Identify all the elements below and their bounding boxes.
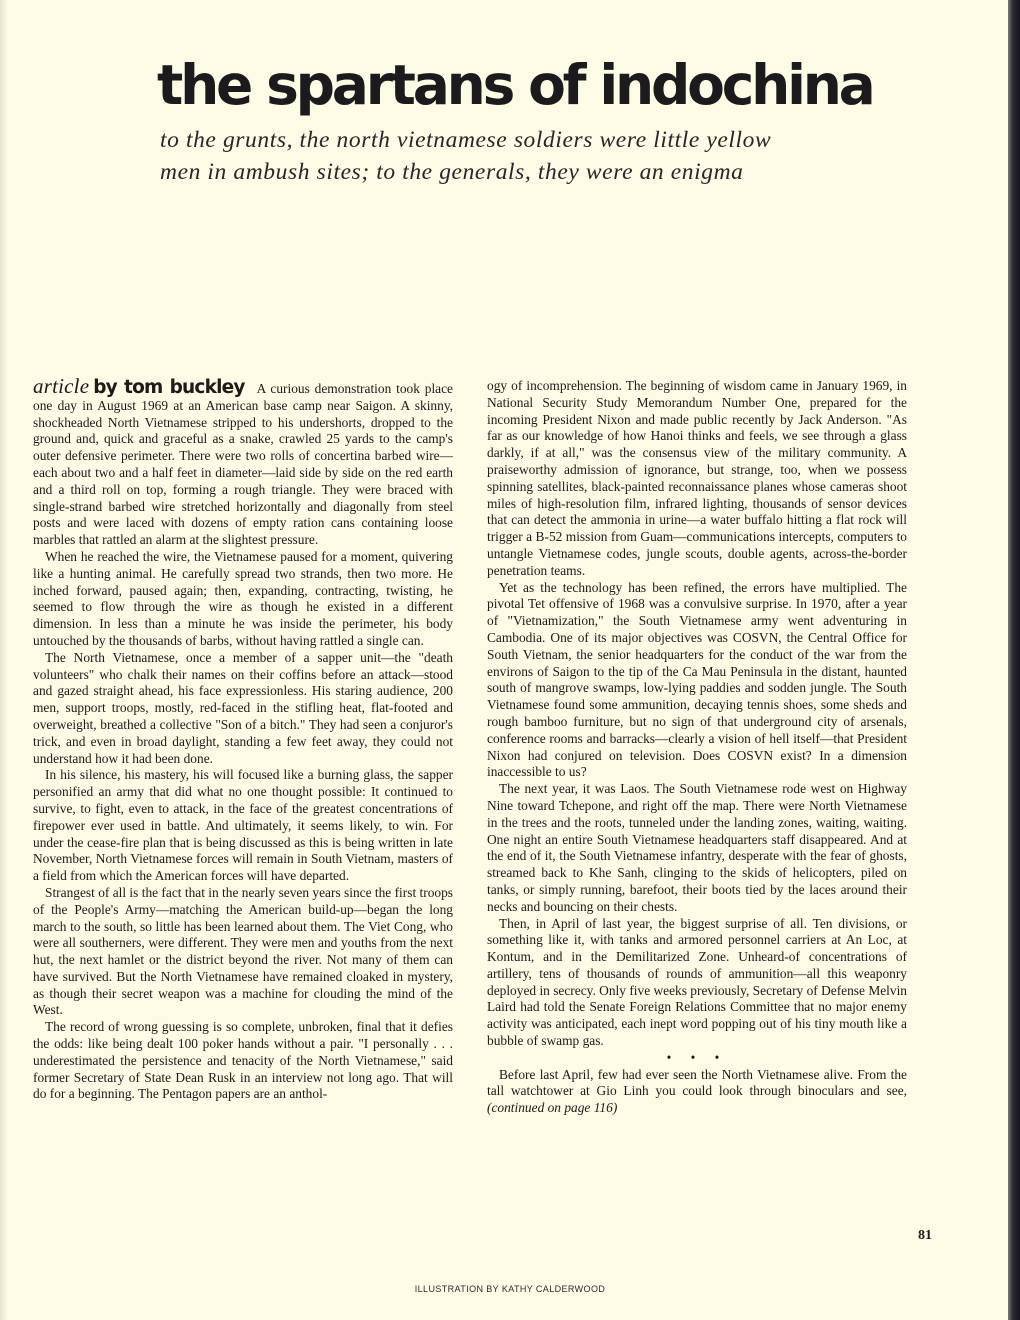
subtitle-line-1: to the grunts, the north vietnamese soldiers were little yellow bbox=[160, 127, 772, 153]
body-paragraph: When he reached the wire, the Vietnamese paused for a moment, quivering like a hunting animal. He carefully spread two strands, then two more. He inched forward, paused again; then, expanding, contracting, twisting, he seemed to flow through the wire as though he existed in a different dimension. In less than a minute he was inside the perimeter, his body untouched by the thousands of barbs, without having rattled a single can. bbox=[33, 548, 453, 648]
body-paragraph: The record of wrong guessing is so complete, unbroken, final that it defies the odds: like being dealt 100 poker hands without a pair. "I personally . . . underestimated the persistence and tenacity of the North Vietnamese," said former Secretary of State Dean Rusk in an interview not long ago. That will do for a beginning. The Pentagon papers are an anthol- bbox=[33, 1019, 453, 1102]
section-break: • • • bbox=[666, 1049, 728, 1065]
subtitle-line-2: men in ambush sites; to the generals, they were an enigma bbox=[160, 159, 744, 185]
page-number: 81 bbox=[918, 1228, 932, 1243]
continued-note: (continued on page 116) bbox=[487, 1100, 618, 1116]
illustration-credit: ILLUSTRATION BY KATHY CALDERWOOD bbox=[414, 1284, 606, 1294]
paragraph-text: A curious demonstration took place one day in August 1969 at an American base camp near Saigon. A skinny, shockheaded North Vietnamese stripped to his undershorts, dropped to the ground and, quick and graceful as a snake, crawled 25 yards to the camp's outer defensive perimeter. There were two rolls of concertina barbed wire—each about two and a half feet in diameter—laid side by side on the red earth and a third roll on top, forming a rough triangle. They were braced with single-strand barbed wire stretched horizontally and diagonally from steel posts and were laced with dozens of empty ration cans containing loose marbles that rattled an alarm at the slightest pressure. bbox=[33, 381, 453, 548]
body-paragraph: Strangest of all is the fact that in the nearly seven years since the first troops of the People's Army—matching the American build-up—began the long march to the south, so little has been learned about them. The Viet Cong, who were all southerners, were different. They were men and youths from the next hut, the next hamlet or the district beyond the river. Not many of them can have survived. But the North Vietnamese have remained cloaked in mystery, as though their secret weapon was a machine for clouding the mind of the West. bbox=[33, 884, 453, 1018]
page-edge bbox=[1008, 0, 1020, 1320]
body-paragraph: Yet as the technology has been refined, the errors have multiplied. The pivotal Tet offensive of 1968 was a convulsive surprise. In 1970, after a year of "Vietnamization," the South Vietnamese army went adventuring in Cambodia. One of its major objectives was COSVN, the Central Office for South Vietnam, the senior headquarters for the conduct of the war from the environs of Saigon to the tip of the Ca Mau Peninsula in the distant, haunted south of mangrove swamps, low-lying paddies and sodden jungle. The South Vietnamese found some ammunition, decaying tennis shoes, some sheds and rough bamboo furniture, but no sign of that underground city of arsenals, conference rooms and barracks—clearly a vision of hell itself—that President Nixon had conjured on television. Does COSVN exist? In a dimension inaccessible to us? bbox=[487, 579, 907, 780]
byline-label: article bbox=[33, 374, 90, 398]
article-headline: the spartans of indochina bbox=[157, 53, 873, 117]
article-subtitle bbox=[160, 124, 820, 188]
right-text-column bbox=[487, 378, 907, 1117]
body-paragraph: The next year, it was Laos. The South Vietnamese rode west on Highway Nine toward Tchepone, and right off the map. There were North Vietnamese in the trees and the roots, tunneled under the landing zones, waiting, waiting. One night an entire South Vietnamese headquarters staff disappeared. And at the end of it, the South Vietnamese infantry, desperate with the fear of ghosts, streamed back to Khe Sanh, clinging to the skids of helicopters, piled on tanks, or simply running, barefoot, their boots tied by the laces around their necks and bouncing on their chests. bbox=[487, 781, 907, 914]
paragraph-text: Before last April, few had ever seen the North Vietnamese alive. From the tall watchtower at Gio Linh you could look through binoculars and see, bbox=[487, 1066, 907, 1099]
body-paragraph: In his silence, his mastery, his will focused like a burning glass, the sapper personified an army that did what no one thought possible: It continued to survive, to fight, even to attack, in the face of the greatest concentrations of firepower ever used in battle. And ultimately, it seems likely, to win. For under the cease-fire plan that is being discussed as this is being written in late November, North Vietnamese forces will remain in South Vietnam, masters of a field from which the American forces will have departed. bbox=[33, 767, 453, 884]
body-paragraph: The North Vietnamese, once a member of a sapper unit—the "death volunteers" who chalk their names on their coffins before an attack—stood and gazed straight ahead, his face expressionless. His staring audience, 200 men, support troops, mostly, red-faced in the stifling heat, flat-footed and overweight, breathed a collective "Son of a bitch." They had seen a conjuror's trick, and even in broad daylight, standing a few feet away, they could not understand how it had been done. bbox=[33, 649, 453, 766]
body-paragraph bbox=[33, 374, 453, 549]
body-paragraph: Then, in April of last year, the biggest surprise of all. Ten divisions, or something like it, with tanks and armored personnel carriers at An Loc, at Kontum, and in the Demilitarized Zone. Unheard-of concentrations of artillery, tens of thousands of rounds of ammunition—all this weaponry deployed in secrecy. Only five weeks previously, Secretary of Defense Melvin Laird had told the Senate Foreign Relations Committee that no major enemy activity was anticipated, each inept word popping out of his tiny mouth like a bubble of swamp gas. bbox=[487, 915, 907, 1049]
left-text-column bbox=[33, 374, 453, 1103]
body-paragraph: ogy of incomprehension. The beginning of wisdom came in January 1969, in National Security Study Memorandum Number One, prepared for the incoming President Nixon and made public recently by Jack Anderson. "As far as our knowledge of how Hanoi thinks and feels, we see through a glass darkly, if at all," was the consensus view of the military community. A praiseworthy admission of ignorance, but strange, too, when we possess spinning satellites, black-painted reconnaissance planes whose cameras shoot miles of high-resolution film, infrared lighting, thousands of sensor devices that can detect the ammonia in urine—a water buffalo hitting a flat rock will trigger a B-52 mission from Guam—communications intercepts, computers to untangle Vietnamese codes, jungle scouts, double agents, across-the-border penetration teams. bbox=[487, 378, 907, 578]
page-gutter-shadow bbox=[0, 0, 8, 1320]
body-paragraph bbox=[487, 1067, 907, 1117]
byline-author: by tom buckley bbox=[93, 377, 245, 398]
